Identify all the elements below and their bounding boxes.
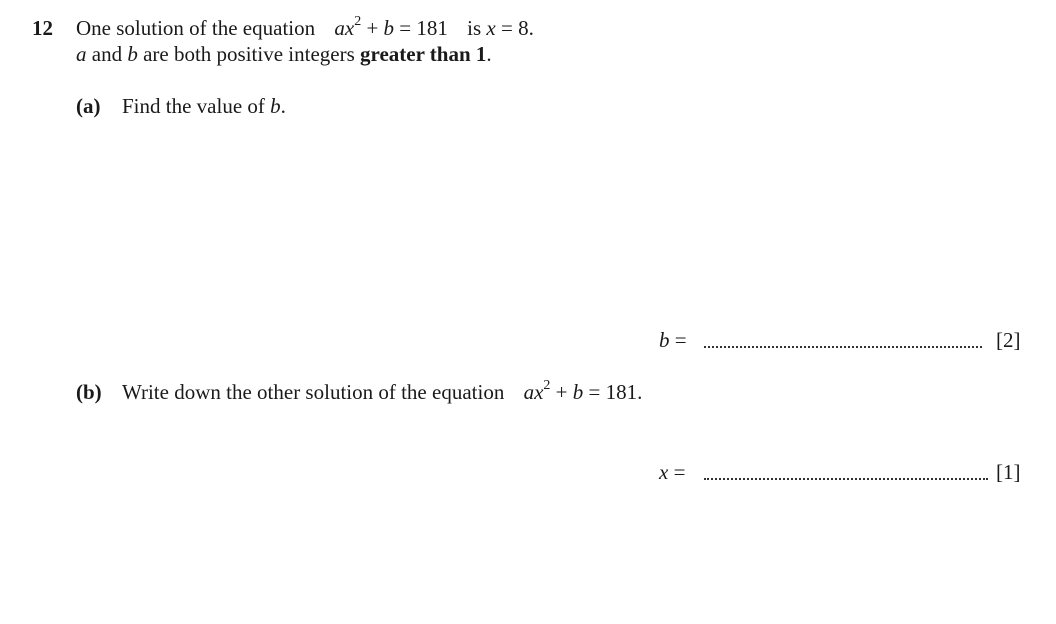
question-constraint-line [76,42,492,67]
part-b-answer-field[interactable] [704,462,988,486]
part-b-eq-plus: + [550,380,573,404]
part-b-answer-var: x [659,460,669,484]
part-a-prompt [122,94,286,119]
part-b-answer-dots [704,478,988,480]
part-a-var: b [270,94,281,118]
constraint-bold: greater than 1 [360,42,487,66]
constraint-end: . [486,42,492,66]
constraint-and: and [86,42,128,66]
part-a-answer-var: b [659,328,670,352]
eq-var-x: x [344,16,355,40]
constraint-var-a: a [76,42,87,66]
part-b-prompt [122,380,642,405]
part-b-eq-var-b: b [572,380,584,404]
part-a-answer-label [659,328,687,353]
eq-var-a: a [334,16,345,40]
solution-statement [467,16,534,40]
eq-equals: = 181 [394,16,448,40]
part-a-label: (a) [76,94,101,118]
part-b-answer-label [659,460,685,485]
part-a-answer-field[interactable] [704,330,982,354]
part-b-eq-equals: = 181. [583,380,643,404]
constraint-var-b: b [127,42,138,66]
part-a-answer-dots [704,346,982,348]
question-intro-line [76,16,534,41]
eq-plus: + [361,16,384,40]
part-a-text: Find the value of [122,94,271,118]
question-equation [334,16,448,40]
part-b-marks: [1] [996,460,1021,484]
part-b-text: Write down the other solution of the equation [122,380,505,404]
part-b-equation [524,380,643,404]
part-b-eq-exponent: 2 [543,378,551,393]
solution-var-x: x [486,16,496,40]
solution-is: is [467,16,482,40]
part-b-eq-var-x: x [534,380,544,404]
part-a-answer-eq: = [669,328,687,352]
eq-var-b: b [383,16,395,40]
question-number: 12 [32,16,53,40]
part-a-marks: [2] [996,328,1021,352]
eq-exponent: 2 [354,14,362,29]
part-b-eq-var-a: a [523,380,535,404]
part-a-end: . [280,94,286,118]
solution-value: = 8. [495,16,534,40]
question-intro-text: One solution of the equation [76,16,316,40]
part-b-label: (b) [76,380,102,404]
constraint-text: are both positive integers [137,42,361,66]
part-b-answer-eq: = [668,460,686,484]
